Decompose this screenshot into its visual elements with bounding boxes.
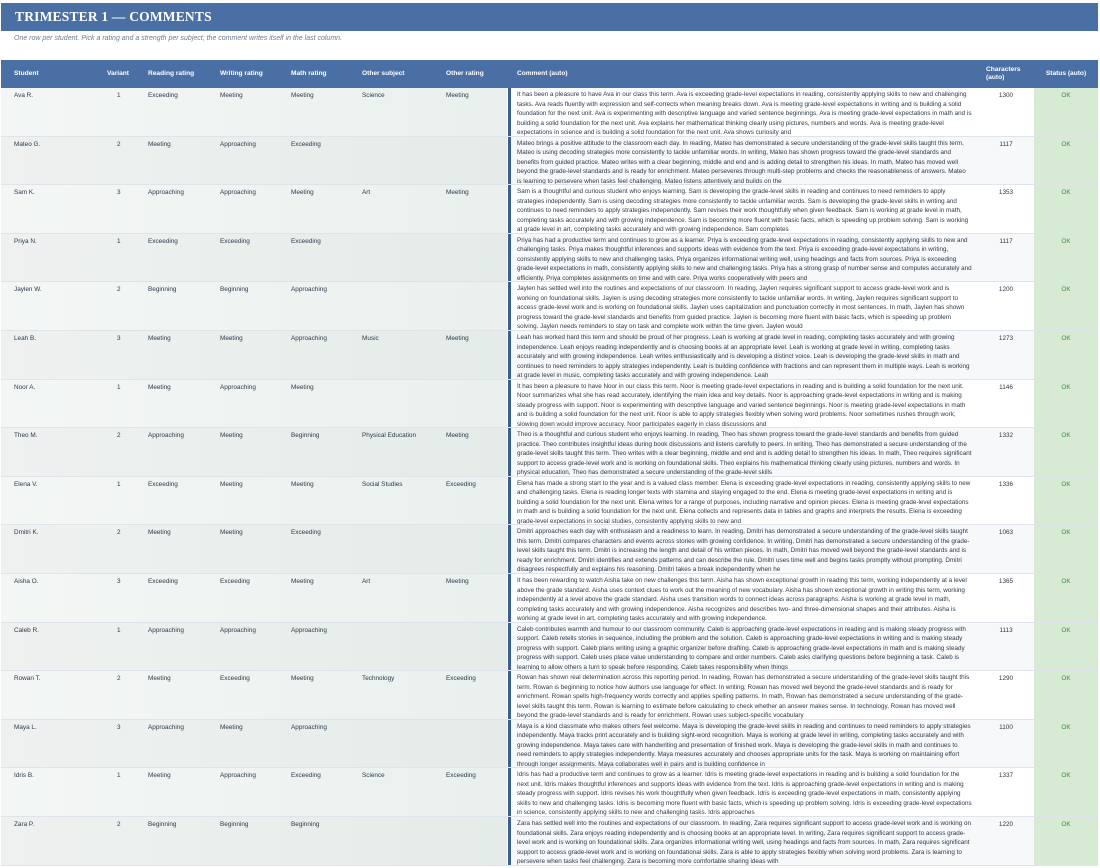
comment-marker — [508, 817, 511, 865]
header-comment[interactable]: Comment (auto) — [517, 70, 568, 77]
characters-cell[interactable]: 1220 — [998, 821, 1014, 828]
comment-marker — [508, 331, 511, 379]
reading-rating-cell[interactable]: Meeting — [148, 772, 171, 780]
characters-cell[interactable]: 1117 — [999, 237, 1013, 245]
characters-cell[interactable]: 1337 — [998, 772, 1014, 780]
status-badge[interactable]: OK — [1061, 626, 1071, 634]
input-area-band — [1, 477, 507, 525]
status-badge[interactable]: OK — [1061, 92, 1071, 99]
comment-cell[interactable]: Sam is a thoughtful and curious student who enjoys learning. Sam is developing the grade-level skills in reading and continues to need reminders to apply strategies independently. Sam is using decoding strategies more consistently to tackle unfamiliar words. Sam is developing the grade-level skills in writing and continues to need reminders to apply strategies independently. Sam revises their work thoughtfully when given feedback. Sam is working at grade level in math, completing tasks accurately and with growing independence. Sam is becoming more fluent with basic facts, which is speeding up problem solving. Sam is working at grade level in art, completing tasks accurately and with growing independence. Sam completes — [517, 188, 969, 234]
title-bar — [1, 3, 1098, 31]
writing-rating-cell[interactable]: Approaching — [220, 626, 256, 634]
status-badge[interactable]: OK — [1061, 529, 1071, 537]
other-subject-cell[interactable]: Art — [362, 578, 371, 585]
input-area-band — [1, 331, 507, 379]
comment-cell[interactable]: Mateo brings a positive attitude to the classroom each day. In reading, Mateo has demonstrated a secure understanding of the grade-level skills taught this term. Mateo is using decoding strategies more consistently to tackle unfamiliar words. In writing, Mateo has shown progress toward the grade-level standards and benefits from guided practice. Mateo writes with a clear beginning, middle and end and is adding detail to strengthen his ideas. In math, Mateo has moved well beyond the grade-level standards and is ready for enrichment. Mateo perseveres through multi-step problems and checks the reasonableness of answers. Mateo is learning to persevere when tasks feel challenging. Mateo listens attentively and builds on the — [517, 139, 966, 185]
status-badge[interactable]: OK — [1061, 383, 1071, 391]
student-name-cell[interactable]: Caleb R. — [14, 626, 39, 634]
student-name-cell[interactable]: Mateo G. — [14, 140, 41, 148]
reading-rating-cell[interactable]: Meeting — [148, 529, 171, 537]
variant-cell[interactable]: 2 — [117, 821, 121, 828]
student-name-cell[interactable]: Priya N. — [14, 237, 37, 245]
math-rating-cell[interactable]: Exceeding — [291, 140, 321, 148]
table-row[interactable] — [1, 525, 1098, 574]
table-row[interactable] — [1, 185, 1098, 234]
other-rating-cell[interactable]: Meeting — [446, 189, 469, 197]
comment-cell[interactable]: It has been a pleasure to have Noor in our class this term. Noor is meeting grade-level expectations in reading and is building a solid foundation for the next unit. Noor summarizes what she has read accurately, identifying the main idea and key details. Noor is approaching grade-level expectations in writing and is making steady progress with support. Noor is experimenting with descriptive language and varied sentence beginnings. Noor is meeting grade-level expectations in math and is building a solid foundation for the next unit. Noor is able to apply strategies flexibly when solving word problems. Noor sometimes rushes through work; slowing down would improve accuracy. Noor participates eagerly in class discussions and — [517, 382, 966, 428]
student-name-cell[interactable]: Maya L. — [14, 723, 37, 731]
table-row[interactable] — [1, 623, 1098, 672]
comment-cell[interactable]: It has been a pleasure to have Ava in our class this term. Ava is exceeding grade-level expectations in reading, consistently applying skills to new and challenging tasks. Ava reads fluently with expression and self-corrects when meaning breaks down. Ava is meeting grade-level expectations in writing and is building a solid foundation for the next unit. Ava is experimenting with descriptive language and varied sentence beginnings. Ava is meeting grade-level expectations in math and is building a solid foundation for the next unit. Ava explains her mathematical thinking clearly using pictures, numbers and words. Ava is meeting grade-level expectations in science and is building a solid foundation for the next unit. Ava shows curiosity and — [517, 91, 972, 136]
variant-cell[interactable]: 3 — [117, 335, 121, 342]
characters-cell[interactable]: 1353 — [998, 189, 1014, 197]
comment-marker — [508, 768, 511, 816]
comment-cell[interactable]: It has been rewarding to watch Aisha take on new challenges this term. Aisha has shown exceptional growth in reading this term, working independently at a level above the grade standard. Aisha uses context clues to work out the meaning of new vocabulary. Aisha has shown exceptional growth in writing this term, working independently at a level above the grade standard. Aisha uses transition words to connect ideas across paragraphs. Aisha is working at grade level in math, completing tasks accurately and with growing independence. Aisha recognizes and describes two- and three-dimensional shapes and their attributes. Aisha is working at grade level in art, completing tasks accurately and with growing independence. — [517, 577, 967, 622]
header-status[interactable]: Status (auto) — [1045, 70, 1087, 77]
comment-cell[interactable]: Leah has worked hard this term and should be proud of her progress. Leah is working at grade level in reading, completing tasks accurately and with growing independence. Leah enjoys reading independently and is choosing books at an appropriate level. Leah is working at grade level in writing, completing tasks accurately and with growing independence. Leah writes enthusiastically and is developing a distinct voice. Leah is developing the grade-level skills in math and continues to need reminders to apply strategies independently. Leah is building confidence with fractions and can represent them in multiple ways. Leah is working at grade level in music, completing tasks accurately and with growing independence. Leah — [517, 334, 970, 379]
student-name-cell[interactable]: Idris B. — [14, 772, 34, 780]
characters-cell[interactable]: 1100 — [999, 723, 1013, 731]
reading-rating-cell[interactable]: Exceeding — [148, 237, 178, 245]
reading-rating-cell[interactable]: Meeting — [148, 383, 171, 391]
status-badge[interactable]: OK — [1061, 675, 1071, 683]
status-badge[interactable]: OK — [1061, 772, 1071, 780]
table-row[interactable] — [1, 671, 1098, 720]
characters-cell[interactable]: 1300 — [998, 92, 1014, 99]
math-rating-cell[interactable]: Meeting — [291, 189, 314, 197]
other-rating-cell[interactable]: Meeting — [446, 432, 469, 440]
reading-rating-cell[interactable]: Meeting — [148, 335, 171, 342]
input-area-band — [1, 282, 507, 330]
math-rating-cell[interactable]: Beginning — [291, 821, 320, 828]
comment-marker — [508, 234, 511, 282]
header-characters[interactable]: Characters (auto) — [986, 66, 1021, 81]
variant-cell[interactable]: 2 — [117, 529, 121, 537]
other-subject-cell[interactable]: Art — [362, 189, 371, 197]
reading-rating-cell[interactable]: Approaching — [148, 189, 184, 197]
comment-cell[interactable]: Rowan has shown real determination across this reporting period. In reading, Rowan has demonstrated a secure understanding of the grade-level skills taught this term. Rowan is beginning to notice how authors use language for effect. In writing, Rowan has moved well beyond the grade-level standards and is ready for enrichment. Rowan spells high-frequency words correctly and applies spelling patterns. In math, Rowan has demonstrated a secure understanding of the grade-level skills taught this term. Rowan is learning to estimate before calculating to check whether an answer makes sense. In technology, Rowan has moved well beyond the grade-level standards and is ready for enrichment. Rowan uses subject-specific vocabulary — [517, 674, 970, 720]
table-header — [1, 60, 1098, 88]
writing-rating-cell[interactable]: Beginning — [220, 821, 249, 828]
math-rating-cell[interactable]: Meeting — [291, 578, 314, 585]
student-name-cell[interactable]: Jaylen W. — [14, 286, 42, 294]
reading-rating-cell[interactable]: Exceeding — [148, 92, 178, 99]
writing-rating-cell[interactable]: Exceeding — [220, 237, 250, 245]
characters-cell[interactable]: 1336 — [998, 480, 1014, 488]
reading-rating-cell[interactable]: Approaching — [148, 432, 184, 440]
reading-rating-cell[interactable]: Exceeding — [148, 578, 178, 585]
table-row[interactable] — [1, 768, 1098, 817]
math-rating-cell[interactable]: Approaching — [291, 286, 327, 294]
writing-rating-cell[interactable]: Approaching — [220, 383, 256, 391]
characters-cell[interactable]: 1117 — [999, 140, 1013, 148]
other-subject-cell[interactable]: Technology — [362, 675, 395, 683]
reading-rating-cell[interactable]: Approaching — [148, 723, 184, 731]
input-area-band — [1, 574, 507, 622]
comment-cell[interactable]: Theo is a thoughtful and curious student who enjoys learning. In reading, Theo has shown progress toward the grade-level standards and benefits from guided practice. Theo contributes insightful ideas during book discussions and listens carefully to peers. In writing, Theo has demonstrated a secure understanding of the grade-level skills taught this term. Theo writes with a clear beginning, middle and end and is adding detail to strengthen his ideas. In math, Theo requires significant support to access grade-level work and is working on foundational skills. Theo explains his mathematical thinking clearly using pictures, numbers and words. In physical education, Theo has demonstrated a secure understanding of the grade-level skills — [517, 431, 972, 477]
comment-cell[interactable]: Priya has had a productive term and continues to grow as a learner. Priya is exceeding grade-level expectations in reading, consistently applying skills to new and challenging tasks. Priya makes thoughtful inferences and supports ideas with evidence from the text. Priya is exceeding grade-level expectations in writing, consistently applying skills to new and challenging tasks. Priya organizes informational writing well, using headings and facts from sources. Priya is exceeding grade-level expectations in math, consistently applying skills to new and challenging tasks. Priya has a strong grasp of number sense and computes accurately and efficiently. Priya completes assignments on time and with care. Priya works cooperatively with peers and — [517, 236, 972, 282]
header-writing-rating[interactable]: Writing rating — [220, 70, 263, 77]
input-area-band — [1, 817, 507, 865]
status-badge[interactable]: OK — [1061, 480, 1071, 488]
writing-rating-cell[interactable]: Meeting — [220, 432, 243, 440]
variant-cell[interactable]: 1 — [117, 383, 121, 391]
other-rating-cell[interactable]: Exceeding — [446, 480, 476, 488]
input-area-band — [1, 88, 507, 136]
characters-cell[interactable]: 1063 — [998, 529, 1014, 537]
student-name-cell[interactable]: Elena V. — [14, 480, 38, 488]
status-badge[interactable]: OK — [1061, 578, 1071, 585]
comment-marker — [508, 137, 511, 185]
characters-cell[interactable]: 1290 — [998, 675, 1014, 683]
variant-cell[interactable]: 2 — [117, 675, 121, 683]
table-row[interactable] — [1, 137, 1098, 186]
other-subject-cell[interactable]: Social Studies — [362, 480, 403, 488]
comment-marker — [508, 88, 511, 136]
student-name-cell[interactable]: Dmitri K. — [14, 529, 39, 537]
writing-rating-cell[interactable]: Exceeding — [220, 578, 250, 585]
characters-cell[interactable]: 1365 — [998, 578, 1014, 585]
header-math-rating[interactable]: Math rating — [291, 70, 327, 77]
header-variant[interactable]: Variant — [107, 70, 129, 77]
other-rating-cell[interactable]: Meeting — [446, 335, 469, 342]
writing-rating-cell[interactable]: Approaching — [220, 140, 256, 148]
comment-cell[interactable]: Zara has settled well into the routines and expectations of our classroom. In reading, Zara requires significant support to access grade-level work and is working on foundational skills. Zara enjoys reading independently and is choosing books at an appropriate level. In writing, Zara requires significant support to access grade-level work and is working on foundational skills. Zara organizes informational writing well, using headings and facts from sources. In math, Zara requires significant support to access grade-level work and is working on foundational skills. Zara is able to apply strategies flexibly when solving word problems. Zara is learning to persevere when tasks feel challenging. Zara is becoming more comfortable sharing ideas with — [517, 820, 971, 865]
comment-marker — [508, 623, 511, 671]
variant-cell[interactable]: 1 — [117, 92, 121, 99]
variant-cell[interactable]: 3 — [117, 578, 121, 585]
characters-cell[interactable]: 1146 — [999, 383, 1013, 391]
variant-cell[interactable]: 2 — [117, 432, 121, 440]
status-badge[interactable]: OK — [1061, 140, 1071, 148]
comment-marker — [508, 428, 511, 476]
header-student[interactable]: Student — [14, 70, 39, 77]
comment-marker — [508, 477, 511, 525]
table-row[interactable] — [1, 720, 1098, 769]
math-rating-cell[interactable]: Meeting — [291, 92, 314, 99]
writing-rating-cell[interactable]: Approaching — [220, 772, 256, 780]
characters-cell[interactable]: 1200 — [998, 286, 1014, 294]
math-rating-cell[interactable]: Exceeding — [291, 529, 321, 537]
comment-marker — [508, 380, 511, 428]
status-badge[interactable]: OK — [1061, 335, 1071, 342]
variant-cell[interactable]: 3 — [117, 723, 121, 731]
status-badge[interactable]: OK — [1061, 432, 1071, 440]
writing-rating-cell[interactable]: Approaching — [220, 189, 256, 197]
math-rating-cell[interactable]: Approaching — [291, 335, 327, 342]
other-rating-cell[interactable]: Meeting — [446, 92, 469, 99]
table-row[interactable] — [1, 234, 1098, 283]
writing-rating-cell[interactable]: Meeting — [220, 723, 243, 731]
header-reading-rating[interactable]: Reading rating — [148, 70, 195, 77]
table-row[interactable] — [1, 282, 1098, 331]
writing-rating-cell[interactable]: Meeting — [220, 529, 243, 537]
variant-cell[interactable]: 1 — [117, 772, 121, 780]
student-name-cell[interactable]: Rowan T. — [14, 675, 41, 683]
other-rating-cell[interactable]: Exceeding — [446, 675, 476, 683]
writing-rating-cell[interactable]: Beginning — [220, 286, 249, 294]
comment-marker — [508, 720, 511, 768]
status-badge[interactable]: OK — [1061, 821, 1071, 828]
page-title: TRIMESTER 1 — COMMENTS — [15, 9, 212, 24]
input-area-band — [1, 525, 507, 573]
status-badge[interactable]: OK — [1061, 189, 1071, 197]
table-row[interactable] — [1, 574, 1098, 623]
comment-cell[interactable]: Elena has made a strong start to the year and is a valued class member. Elena is exceeding grade-level expectations in reading, consistently applying skills to new and challenging tasks. Elena is reading longer texts with stamina and staying engaged to the end. Elena is meeting grade-level expectations in writing and is building a solid foundation for the next unit. Elena writes for a range of purposes, including narrative and opinion pieces. Elena is meeting grade-level expectations in math and is building a solid foundation for the next unit. Elena collects and represents data in tables and graphs and interprets the results. Elena is exceeding grade-level expectations in social studies, consistently applying skills to new and — [517, 479, 971, 525]
input-area-band — [1, 234, 507, 282]
student-name-cell[interactable]: Aisha O. — [14, 578, 39, 585]
header-other-rating[interactable]: Other rating — [446, 70, 484, 77]
table-row[interactable] — [1, 380, 1098, 429]
math-rating-cell[interactable]: Exceeding — [291, 237, 321, 245]
variant-cell[interactable]: 1 — [117, 237, 121, 245]
writing-rating-cell[interactable]: Exceeding — [220, 675, 250, 683]
table-row[interactable] — [1, 331, 1098, 380]
student-name-cell[interactable]: Noor A. — [14, 383, 36, 391]
status-badge[interactable]: OK — [1061, 723, 1071, 731]
student-name-cell[interactable]: Sam K. — [14, 189, 35, 197]
input-area-band — [1, 720, 507, 768]
math-rating-cell[interactable]: Approaching — [291, 723, 327, 731]
writing-rating-cell[interactable]: Meeting — [220, 480, 243, 488]
math-rating-cell[interactable]: Meeting — [291, 383, 314, 391]
characters-cell[interactable]: 1113 — [999, 626, 1013, 634]
student-name-cell[interactable]: Theo M. — [14, 432, 38, 440]
other-subject-cell[interactable]: Music — [362, 335, 379, 342]
comment-marker — [508, 525, 511, 573]
status-badge[interactable]: OK — [1061, 286, 1071, 294]
math-rating-cell[interactable]: Exceeding — [291, 772, 321, 780]
reading-rating-cell[interactable]: Exceeding — [148, 480, 178, 488]
characters-cell[interactable]: 1273 — [998, 335, 1014, 342]
header-other-subject[interactable]: Other subject — [362, 70, 405, 77]
comment-cell[interactable]: Dmitri approaches each day with enthusiasm and a readiness to learn. In reading, Dmitri has demonstrated a secure understanding of the grade-level skills taught this term. Dmitri compares characters and events across stories with growing confidence. In writing, Dmitri has demonstrated a secure understanding of the grade-level skills taught this term. Dmitri is increasing the length and detail of his written pieces. In math, Dmitri has moved well beyond the grade-level standards and is ready for enrichment. Dmitri identifies and extends patterns and can describe the rule. Dmitri uses time well and begins tasks promptly without prompting. Dmitri disagrees respectfully and explains his reasoning. Dmitri takes a break independently when he — [517, 528, 970, 574]
reading-rating-cell[interactable]: Meeting — [148, 675, 171, 683]
student-name-cell[interactable]: Zara P. — [14, 821, 35, 828]
table-row[interactable] — [1, 477, 1098, 526]
reading-rating-cell[interactable]: Meeting — [148, 140, 171, 148]
other-rating-cell[interactable]: Meeting — [446, 578, 469, 585]
comment-marker — [508, 282, 511, 330]
comment-cell[interactable]: Idris has had a productive term and continues to grow as a learner. Idris is meeting grade-level expectations in reading and is building a solid foundation for the next unit. Idris makes thoughtful inferences and supports ideas with evidence from the text. Idris is approaching grade-level expectations in writing and is making steady progress with support. Idris revises his work thoughtfully when given feedback. Idris is exceeding grade-level expectations in math, consistently applying skills to new and challenging tasks. Idris is becoming more fluent with basic facts, which is speeding up problem solving. Idris is exceeding grade-level expectations in science, consistently applying skills to new and challenging tasks. Idris approaches — [517, 771, 972, 817]
student-name-cell[interactable]: Ava R. — [14, 92, 34, 99]
math-rating-cell[interactable]: Approaching — [291, 626, 327, 634]
comment-cell[interactable]: Jaylen has settled well into the routines and expectations of our classroom. In reading, Jaylen requires significant support to access grade-level work and is working on foundational skills. Jaylen is using decoding strategies more consistently to tackle unfamiliar words. In writing, Jaylen requires significant support to access grade-level work and is working on foundational skills. Jaylen uses capitalization and punctuation correctly in most sentences. In math, Jaylen has shown progress toward the grade-level standards and benefits from guided practice. Jaylen is becoming more fluent with basic facts, which is speeding up problem solving. Jaylen needs reminders to stay on task and complete work within the time given. Jaylen would — [517, 285, 965, 331]
reading-rating-cell[interactable]: Beginning — [148, 821, 177, 828]
other-rating-cell[interactable]: Exceeding — [446, 772, 476, 780]
writing-rating-cell[interactable]: Meeting — [220, 92, 243, 99]
comment-cell[interactable]: Maya is a kind classmate who makes others feel welcome. Maya is developing the grade-level skills in reading and continues to need reminders to apply strategies independently. Maya tracks print accurately and is building sight-word recognition. Maya is working at grade level in writing, completing tasks accurately and with growing independence. Maya takes care with handwriting and presentation of finished work. Maya is developing the grade-level skills in math and continues to need reminders to apply strategies independently. Maya measures accurately and chooses appropriate units for the task. Maya is working on maintaining effort through longer assignments. Maya collaborates well in pairs and is building confidence in — [517, 722, 971, 768]
student-name-cell[interactable]: Leah B. — [14, 335, 37, 342]
comment-marker — [508, 185, 511, 233]
comment-cell[interactable]: Caleb contributes warmth and humour to our classroom community. Caleb is approaching grade-level expectations in reading and is making steady progress with support. Caleb retells stories in sequence, including the problem and the solution. Caleb is approaching grade-level expectations in writing and is making steady progress with support. Caleb plans writing using a graphic organizer before drafting. Caleb is approaching grade-level expectations in math and is making steady progress with support. Caleb uses place value understanding to compare and order numbers. Caleb asks clarifying questions before beginning a task. Caleb is learning to allow others a turn to speak before responding. Caleb takes responsibility when things — [517, 625, 966, 671]
characters-cell[interactable]: 1332 — [998, 432, 1014, 440]
table-row[interactable] — [1, 428, 1098, 477]
reading-rating-cell[interactable]: Approaching — [148, 626, 184, 634]
reading-rating-cell[interactable]: Beginning — [148, 286, 177, 294]
writing-rating-cell[interactable]: Meeting — [220, 335, 243, 342]
math-rating-cell[interactable]: Meeting — [291, 675, 314, 683]
math-rating-cell[interactable]: Meeting — [291, 480, 314, 488]
variant-cell[interactable]: 1 — [117, 480, 121, 488]
comment-marker — [508, 671, 511, 719]
variant-cell[interactable]: 2 — [117, 286, 121, 294]
table-row[interactable] — [1, 817, 1098, 866]
variant-cell[interactable]: 2 — [117, 140, 121, 148]
input-area-band — [1, 671, 507, 719]
other-subject-cell[interactable]: Science — [362, 92, 385, 99]
comment-marker — [508, 574, 511, 622]
input-area-band — [1, 428, 507, 476]
table-row[interactable] — [1, 88, 1098, 137]
page-subtitle: One row per student. Pick a rating and a strength per subject; the comment writes itself in the last column. — [14, 35, 342, 42]
math-rating-cell[interactable]: Beginning — [291, 432, 320, 440]
variant-cell[interactable]: 3 — [117, 189, 121, 197]
status-badge[interactable]: OK — [1061, 237, 1071, 245]
variant-cell[interactable]: 1 — [117, 626, 121, 634]
other-subject-cell[interactable]: Physical Education — [362, 432, 416, 440]
other-subject-cell[interactable]: Science — [362, 772, 385, 780]
